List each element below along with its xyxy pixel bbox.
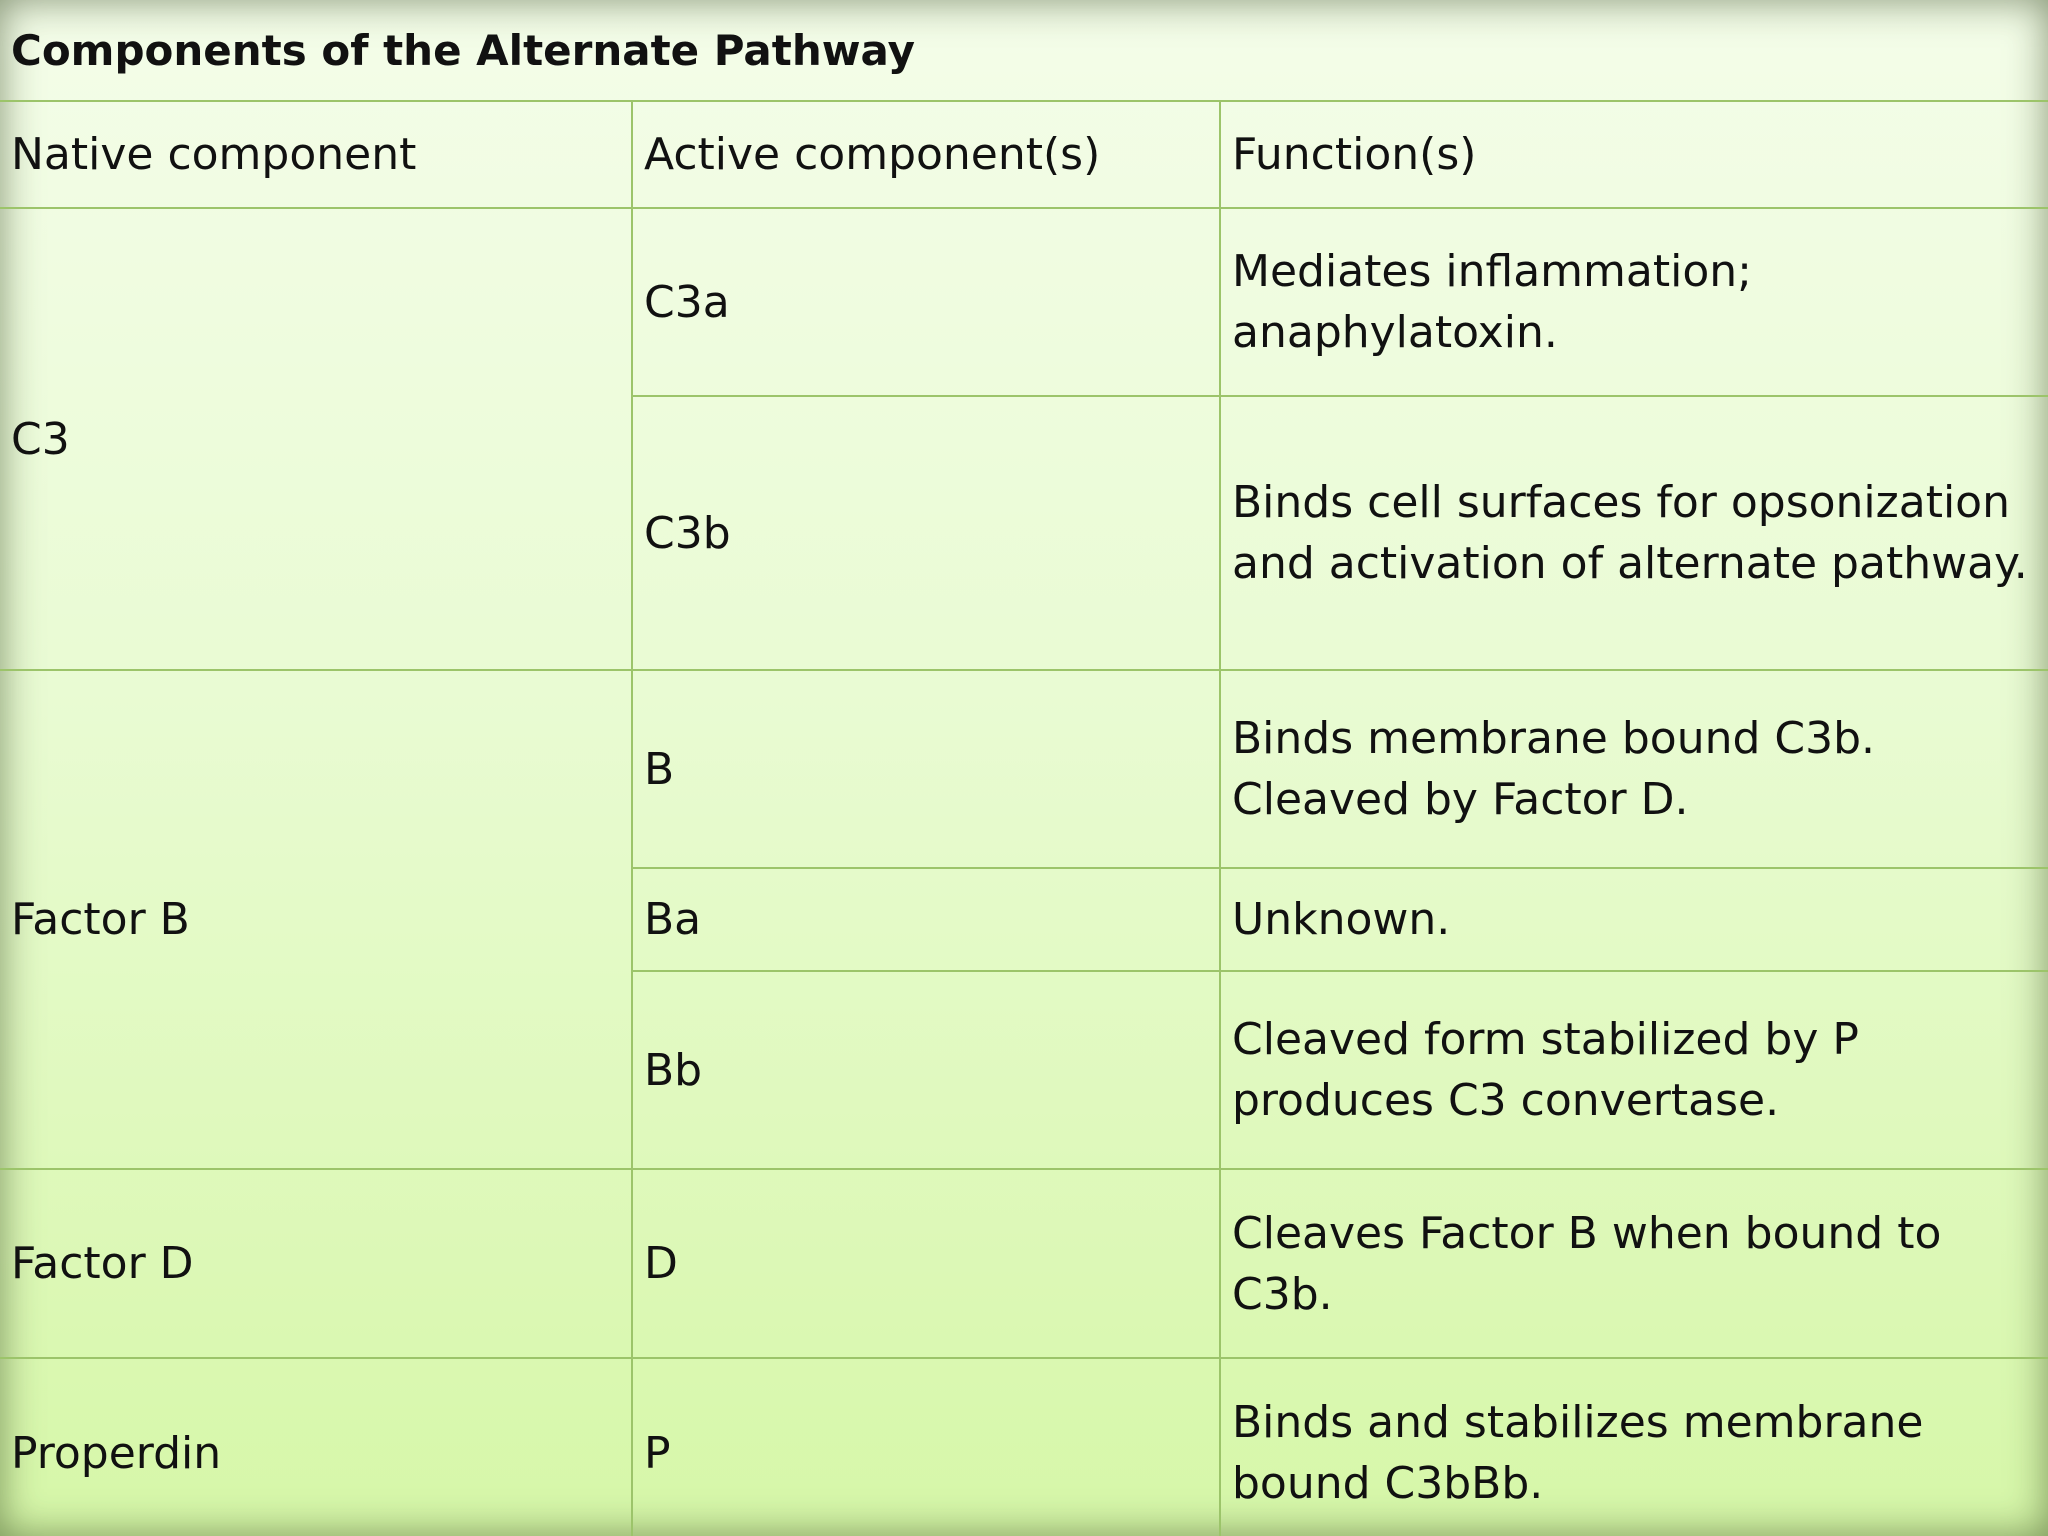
function-p: Binds and stabilizes membrane bound C3bBb. (1220, 1358, 2048, 1536)
table-title: Components of the Alternate Pathway (0, 0, 2048, 101)
native-factor-b: Factor B (0, 670, 632, 1169)
function-c3b: Binds cell surfaces for opsonization and activation of alternate pathway. (1220, 396, 2048, 670)
table-row (0, 1358, 2048, 1536)
function-bb: Cleaved form stabilized by P produces C3 convertase. (1220, 971, 2048, 1169)
function-c3a: Mediates inflammation; anaphylatoxin. (1220, 208, 2048, 396)
active-p: P (632, 1358, 1220, 1536)
active-d: D (632, 1169, 1220, 1358)
active-bb: Bb (632, 971, 1220, 1169)
header-functions: Function(s) (1220, 101, 2048, 208)
header-active-components: Active component(s) (632, 101, 1220, 208)
active-c3b: C3b (632, 396, 1220, 670)
function-b: Binds membrane bound C3b. Cleaved by Factor D. (1220, 670, 2048, 868)
function-d: Cleaves Factor B when bound to C3b. (1220, 1169, 2048, 1358)
native-c3: C3 (0, 208, 632, 670)
table-row (0, 1169, 2048, 1358)
active-c3a: C3a (632, 208, 1220, 396)
header-row (0, 101, 2048, 208)
table-title-row (0, 0, 2048, 101)
active-ba: Ba (632, 868, 1220, 971)
native-factor-d: Factor D (0, 1169, 632, 1358)
table-row (0, 208, 2048, 396)
header-native-component: Native component (0, 101, 632, 208)
table-row (0, 670, 2048, 868)
active-b: B (632, 670, 1220, 868)
function-ba: Unknown. (1220, 868, 2048, 971)
native-properdin: Properdin (0, 1358, 632, 1536)
